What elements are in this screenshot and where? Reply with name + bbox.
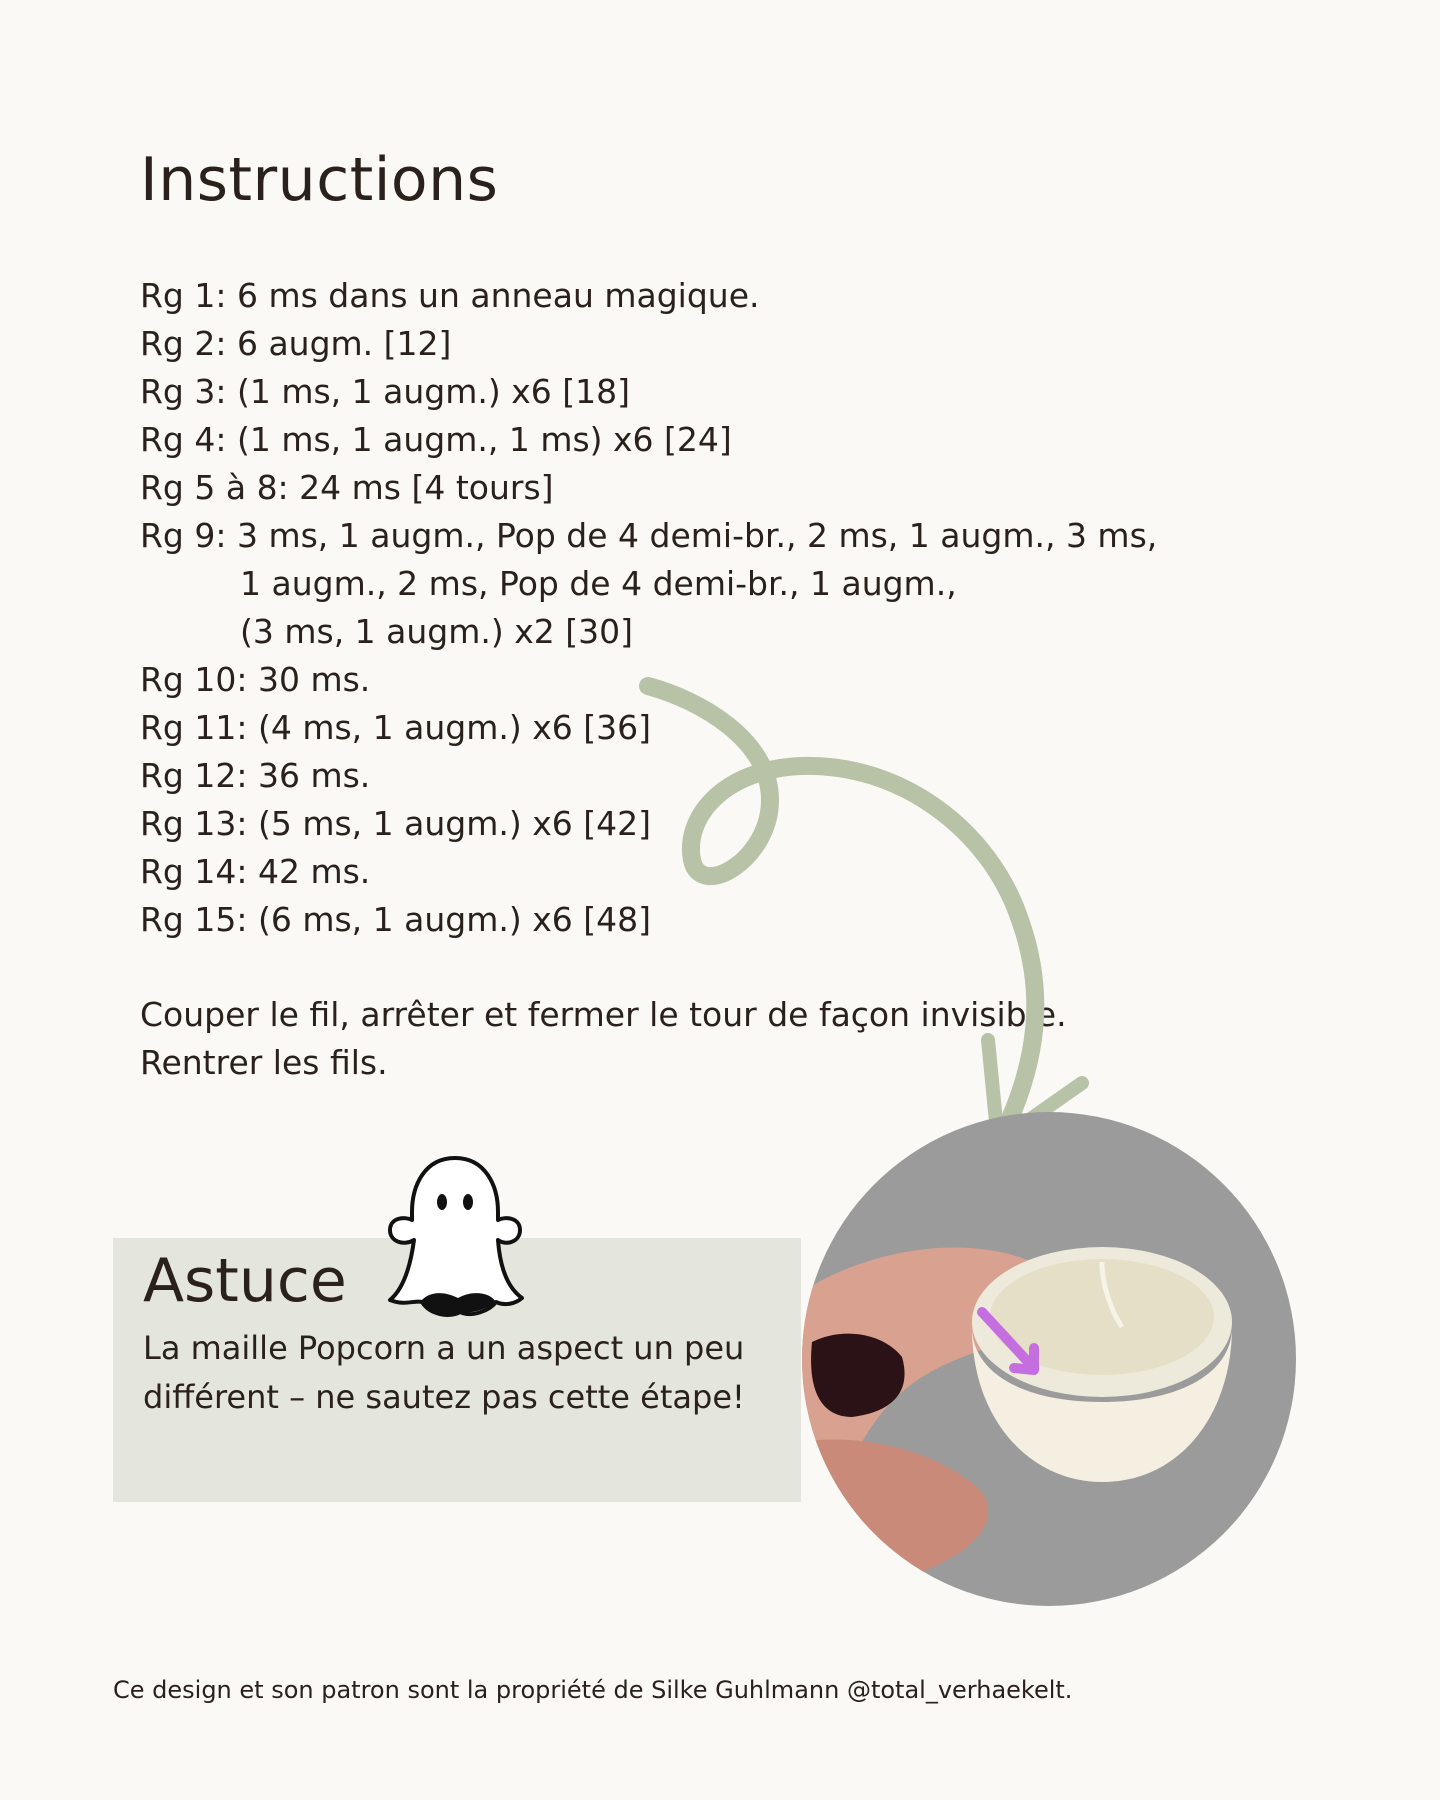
copyright-footer: Ce design et son patron sont la propriété de Silke Guhlmann @total_verhaekelt. bbox=[113, 1676, 1073, 1704]
instruction-row: Rg 12: 36 ms. bbox=[140, 756, 371, 795]
instruction-list bbox=[140, 272, 1157, 944]
finish-line: Couper le fil, arrêter et fermer le tour de façon invisible. bbox=[140, 995, 1067, 1034]
instruction-row: Rg 5 à 8: 24 ms [4 tours] bbox=[140, 468, 554, 507]
page-title: Instructions bbox=[140, 145, 499, 215]
finishing-instructions bbox=[140, 991, 1067, 1087]
instruction-row: Rg 11: (4 ms, 1 augm.) x6 [36] bbox=[140, 708, 651, 747]
ghost-icon bbox=[380, 1150, 530, 1325]
tip-title: Astuce bbox=[143, 1246, 347, 1316]
tip-text: La maille Popcorn a un aspect un peu différent – ne sautez pas cette étape! bbox=[143, 1329, 745, 1416]
instruction-row: Rg 13: (5 ms, 1 augm.) x6 [42] bbox=[140, 804, 651, 843]
instruction-row: Rg 2: 6 augm. [12] bbox=[140, 324, 452, 363]
instruction-row: Rg 3: (1 ms, 1 augm.) x6 [18] bbox=[140, 372, 630, 411]
instruction-row-continued: (3 ms, 1 augm.) x2 [30] bbox=[240, 612, 634, 651]
instruction-row: Rg 10: 30 ms. bbox=[140, 660, 371, 699]
instruction-row: Rg 14: 42 ms. bbox=[140, 852, 371, 891]
instruction-row: Rg 4: (1 ms, 1 augm., 1 ms) x6 [24] bbox=[140, 420, 732, 459]
instruction-row: Rg 15: (6 ms, 1 augm.) x6 [48] bbox=[140, 900, 651, 939]
basket-photo bbox=[802, 1112, 1296, 1606]
instruction-row-continued: 1 augm., 2 ms, Pop de 4 demi-br., 1 augm., bbox=[240, 564, 957, 603]
finish-line: Rentrer les fils. bbox=[140, 1043, 388, 1082]
instruction-row: Rg 9: 3 ms, 1 augm., Pop de 4 demi-br., 2 ms, 1 augm., 3 ms, bbox=[140, 516, 1158, 555]
instruction-row: Rg 1: 6 ms dans un anneau magique. bbox=[140, 276, 760, 315]
